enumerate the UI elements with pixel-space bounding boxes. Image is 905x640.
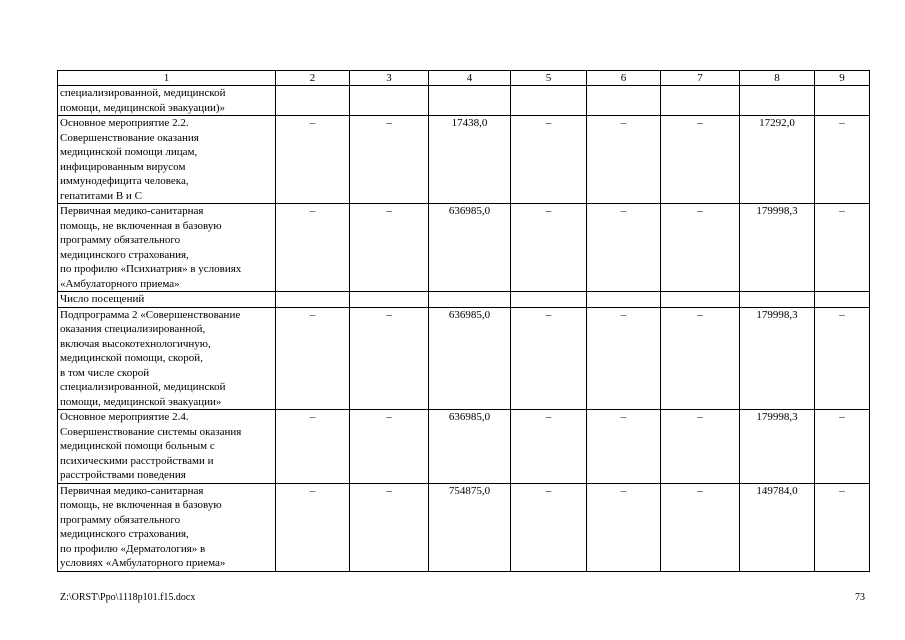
value-cell-c5: – xyxy=(511,116,587,204)
table-header-row xyxy=(58,71,870,86)
value-cell-c5 xyxy=(511,292,587,308)
value-cell-c9: – xyxy=(815,116,870,204)
value-cell-c2: – xyxy=(276,116,350,204)
value-cell-c3: – xyxy=(350,204,429,292)
value-cell-c7: – xyxy=(661,410,740,484)
value-cell-c2 xyxy=(276,292,350,308)
table-row xyxy=(58,292,870,308)
table-row xyxy=(58,116,870,204)
value-cell-c8: 179998,3 xyxy=(740,307,815,410)
header-cell: 5 xyxy=(511,71,587,86)
value-cell-c8: 17292,0 xyxy=(740,116,815,204)
table-row xyxy=(58,483,870,571)
row-label-cell: специализированной, медицинской помощи, медицинской эвакуации)» xyxy=(58,86,276,116)
row-label-cell: Подпрограмма 2 «Совершенствование оказания специализированной, включая высокотехнологичную, медицинской помощи, скорой, в том числе скорой специализированной, медицинской помощи, медицинской эвакуации» xyxy=(58,307,276,410)
value-cell-c5: – xyxy=(511,410,587,484)
header-cell: 2 xyxy=(276,71,350,86)
value-cell-c3: – xyxy=(350,307,429,410)
value-cell-c9: – xyxy=(815,204,870,292)
value-cell-c4: 636985,0 xyxy=(429,410,511,484)
value-cell-c4: 636985,0 xyxy=(429,307,511,410)
value-cell-c9 xyxy=(815,292,870,308)
value-cell-c5: – xyxy=(511,307,587,410)
value-cell-c3: – xyxy=(350,116,429,204)
value-cell-c4 xyxy=(429,86,511,116)
table-row xyxy=(58,86,870,116)
value-cell-c8: 149784,0 xyxy=(740,483,815,571)
value-cell-c6: – xyxy=(587,116,661,204)
budget-table xyxy=(57,70,870,572)
table-row xyxy=(58,410,870,484)
value-cell-c4: 17438,0 xyxy=(429,116,511,204)
value-cell-c6: – xyxy=(587,410,661,484)
row-label-cell: Первичная медико-санитарная помощь, не включенная в базовую программу обязательного медицинского страхования, по профилю «Психиатрия» в условиях «Амбулаторного приема» xyxy=(58,204,276,292)
value-cell-c5 xyxy=(511,86,587,116)
value-cell-c2: – xyxy=(276,410,350,484)
footer-file-path: Z:\ORST\Ppo\1118p101.f15.docx xyxy=(60,592,196,603)
header-cell: 1 xyxy=(58,71,276,86)
value-cell-c7: – xyxy=(661,307,740,410)
value-cell-c3 xyxy=(350,292,429,308)
value-cell-c7: – xyxy=(661,204,740,292)
value-cell-c5: – xyxy=(511,483,587,571)
value-cell-c8: 179998,3 xyxy=(740,410,815,484)
row-label-cell: Первичная медико-санитарная помощь, не включенная в базовую программу обязательного медицинского страхования, по профилю «Дерматология» в условиях «Амбулаторного приема» xyxy=(58,483,276,571)
header-cell: 6 xyxy=(587,71,661,86)
value-cell-c6: – xyxy=(587,483,661,571)
value-cell-c8 xyxy=(740,86,815,116)
value-cell-c9: – xyxy=(815,307,870,410)
header-cell: 4 xyxy=(429,71,511,86)
row-label-cell: Основное мероприятие 2.4. Совершенствование системы оказания медицинской помощи больным с психическими расстройствами и расстройствами поведения xyxy=(58,410,276,484)
value-cell-c8 xyxy=(740,292,815,308)
value-cell-c3 xyxy=(350,86,429,116)
value-cell-c3: – xyxy=(350,483,429,571)
header-cell: 8 xyxy=(740,71,815,86)
header-cell: 7 xyxy=(661,71,740,86)
footer-page-number: 73 xyxy=(855,592,865,603)
row-label-cell: Число посещений xyxy=(58,292,276,308)
header-cell: 9 xyxy=(815,71,870,86)
table-row xyxy=(58,307,870,410)
value-cell-c4: 636985,0 xyxy=(429,204,511,292)
value-cell-c2 xyxy=(276,86,350,116)
value-cell-c4: 754875,0 xyxy=(429,483,511,571)
header-cell: 3 xyxy=(350,71,429,86)
value-cell-c2: – xyxy=(276,204,350,292)
value-cell-c7: – xyxy=(661,483,740,571)
value-cell-c3: – xyxy=(350,410,429,484)
value-cell-c5: – xyxy=(511,204,587,292)
value-cell-c9: – xyxy=(815,483,870,571)
row-label-cell: Основное мероприятие 2.2. Совершенствование оказания медицинской помощи лицам, инфицированным вирусом иммунодефицита человека, гепатитами В и С xyxy=(58,116,276,204)
value-cell-c2: – xyxy=(276,307,350,410)
value-cell-c7 xyxy=(661,292,740,308)
value-cell-c6: – xyxy=(587,204,661,292)
table-row xyxy=(58,204,870,292)
value-cell-c6: – xyxy=(587,307,661,410)
value-cell-c6 xyxy=(587,86,661,116)
value-cell-c7 xyxy=(661,86,740,116)
value-cell-c9: – xyxy=(815,410,870,484)
value-cell-c8: 179998,3 xyxy=(740,204,815,292)
value-cell-c2: – xyxy=(276,483,350,571)
value-cell-c4 xyxy=(429,292,511,308)
value-cell-c6 xyxy=(587,292,661,308)
value-cell-c7: – xyxy=(661,116,740,204)
value-cell-c9 xyxy=(815,86,870,116)
